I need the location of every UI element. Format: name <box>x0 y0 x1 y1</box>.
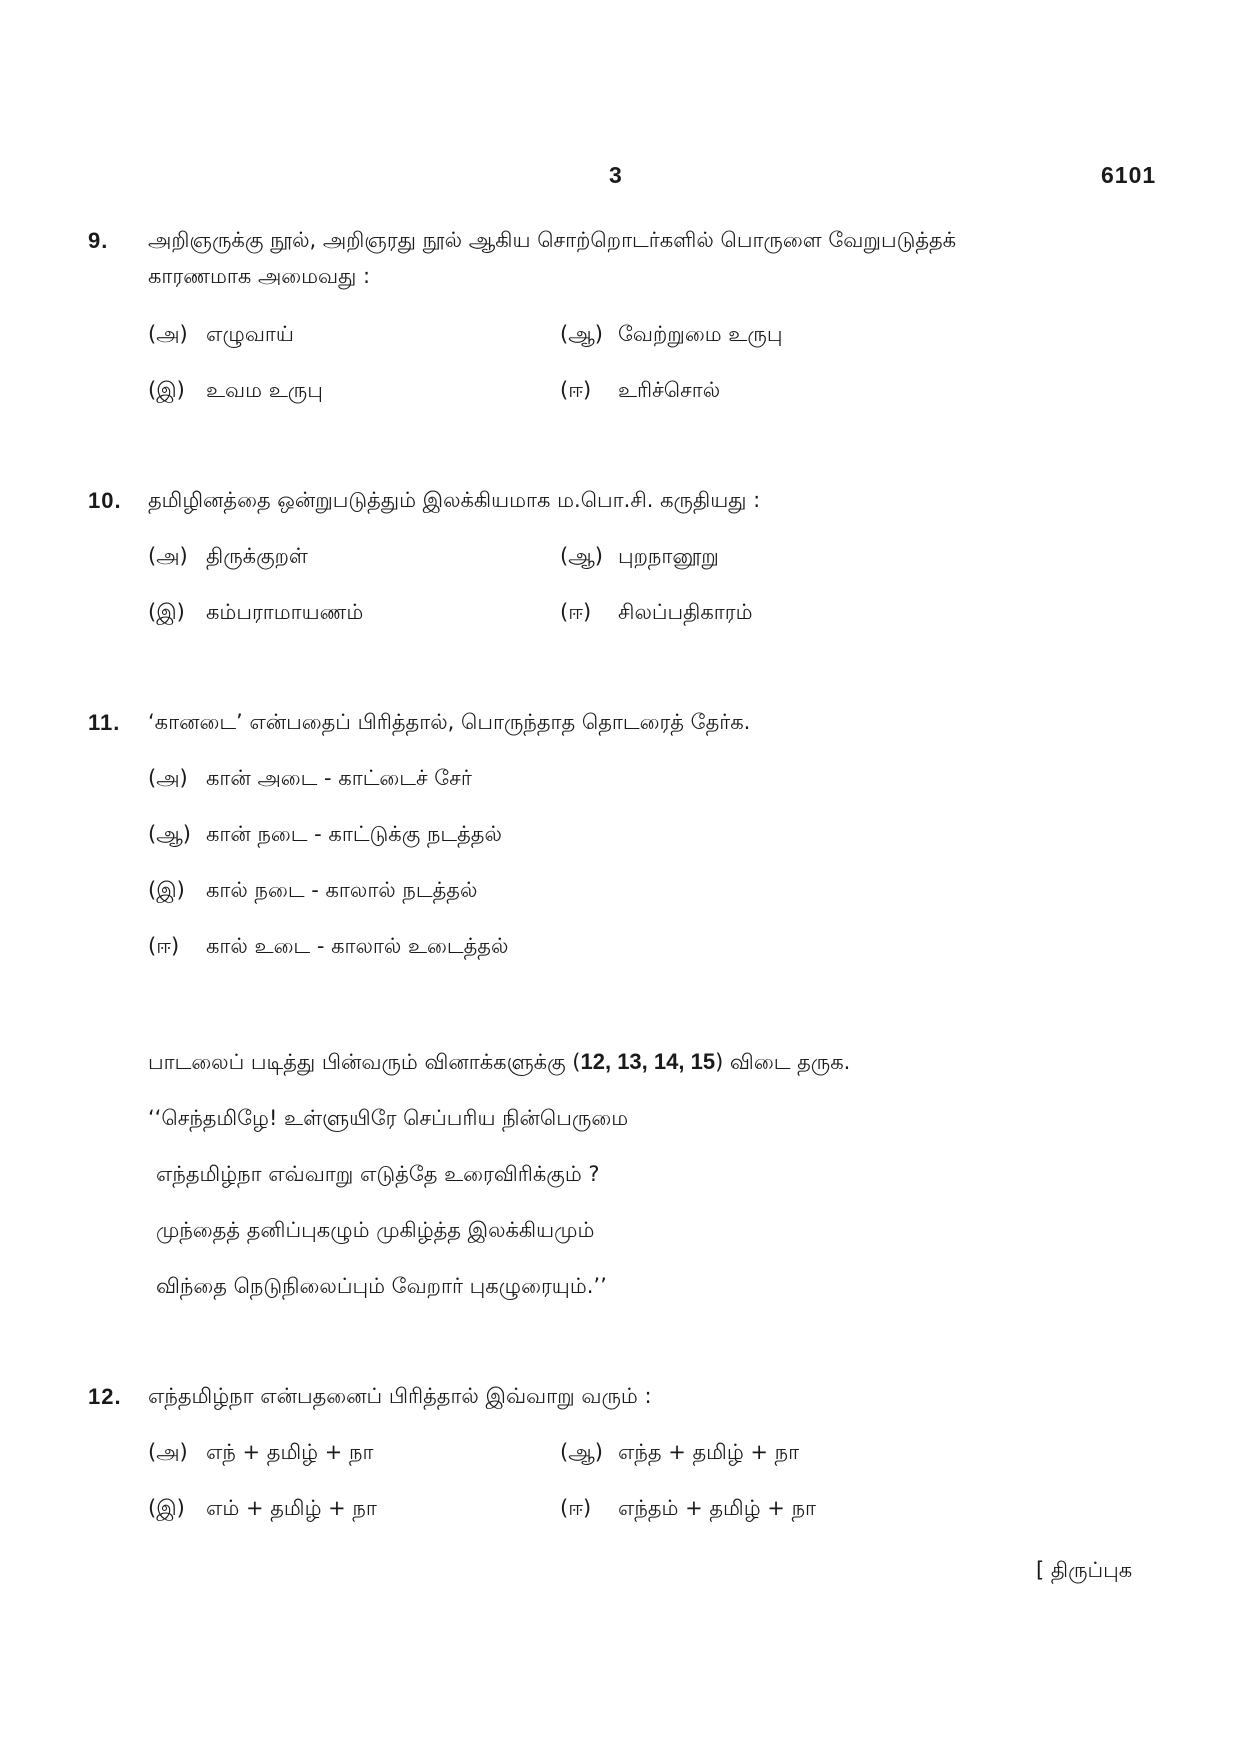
option-label: (அ) <box>148 1440 188 1464</box>
option-text: கால் உடை - காலால் உடைத்தல் <box>206 934 509 958</box>
option-c <box>148 372 323 408</box>
option-text: எந் + தமிழ் + நா <box>206 1440 374 1464</box>
option-label: (இ) <box>148 600 185 624</box>
option-c <box>148 1490 377 1526</box>
option-label: (இ) <box>148 878 185 902</box>
option-a <box>148 316 294 352</box>
option-b <box>560 1434 799 1470</box>
option-label: (ஆ) <box>560 322 603 346</box>
question-number: 12. <box>88 1384 122 1409</box>
option-text: கம்பராமாயணம் <box>206 600 364 624</box>
option-d <box>560 372 720 408</box>
option-d <box>148 928 508 964</box>
option-label: (அ) <box>148 544 188 568</box>
option-text: எழுவாய் <box>206 322 294 346</box>
question-text: காரணமாக அமைவது : <box>148 264 371 288</box>
option-a <box>148 760 472 796</box>
poem-line: ‘‘செந்தமிழே! உள்ளுயிரே செப்பரிய நின்பெருமை <box>148 1106 629 1130</box>
option-label: (ஈ) <box>148 934 180 958</box>
poem-line: முந்தைத் தனிப்புகழும் முகிழ்த்த இலக்கியமும் <box>156 1218 595 1242</box>
option-text: எந்தம் + தமிழ் + நா <box>618 1496 817 1520</box>
question-number: 9. <box>88 228 109 253</box>
question-text: தமிழினத்தை ஒன்றுபடுத்தும் இலக்கியமாக ம.பொ.சி. கருதியது : <box>148 488 761 512</box>
option-text: திருக்குறள் <box>206 544 308 568</box>
option-label: (இ) <box>148 1496 185 1520</box>
question-number: 11. <box>88 710 121 735</box>
option-text: கான் அடை - காட்டைச் சேர் <box>206 766 472 790</box>
option-d <box>560 1490 816 1526</box>
option-label: (இ) <box>148 378 185 402</box>
instruction-text: ) விடை தருக. <box>715 1050 851 1074</box>
option-text: சிலப்பதிகாரம் <box>618 600 753 624</box>
option-text: உரிச்சொல் <box>618 378 721 402</box>
turn-over-note: [ திருப்புக <box>1036 1558 1133 1582</box>
option-text: உவம உருபு <box>206 378 323 402</box>
option-c <box>148 594 363 630</box>
passage-instruction <box>148 1044 850 1080</box>
question-text: எந்தமிழ்நா என்பதனைப் பிரித்தால் இவ்வாறு வரும் : <box>148 1384 652 1408</box>
option-label: (அ) <box>148 322 188 346</box>
option-label: (ஆ) <box>560 1440 603 1464</box>
option-b <box>148 816 502 852</box>
option-label: (ஈ) <box>560 378 592 402</box>
option-text: கான் நடை - காட்டுக்கு நடத்தல் <box>206 822 502 846</box>
option-label: (ஆ) <box>560 544 603 568</box>
option-label: (ஈ) <box>560 600 592 624</box>
option-text: எம் + தமிழ் + நா <box>206 1496 377 1520</box>
option-text: புறநானூறு <box>618 544 719 568</box>
poem-line: விந்தை நெடுநிலைப்பும் வேறார் புகழுரையும்.’’ <box>156 1274 607 1298</box>
paper-code: 6101 <box>1101 162 1157 188</box>
option-b <box>560 316 782 352</box>
option-text: கால் நடை - காலால் நடத்தல் <box>206 878 478 902</box>
question-text: அறிஞருக்கு நூல், அறிஞரது நூல் ஆகிய சொற்றொடர்களில் பொருளை வேறுபடுத்தக் <box>148 228 957 252</box>
option-c <box>148 872 477 908</box>
option-label: (அ) <box>148 766 188 790</box>
poem-line: எந்தமிழ்நா எவ்வாறு எடுத்தே உரைவிரிக்கும் ? <box>156 1162 600 1186</box>
instruction-text: பாடலைப் படித்து பின்வரும் வினாக்களுக்கு ( <box>148 1050 581 1074</box>
option-label: (ஆ) <box>148 822 191 846</box>
question-number: 10. <box>88 488 122 513</box>
option-b <box>560 538 719 574</box>
question-text: ‘கானடை’ என்பதைப் பிரித்தால், பொருந்தாத தொடரைத் தேர்க. <box>148 710 751 734</box>
option-a <box>148 538 308 574</box>
option-d <box>560 594 753 630</box>
page-number: 3 <box>609 162 623 188</box>
option-text: எந்த + தமிழ் + நா <box>618 1440 800 1464</box>
option-a <box>148 1434 373 1470</box>
option-text: வேற்றுமை உருபு <box>618 322 783 346</box>
instruction-question-numbers: 12, 13, 14, 15 <box>580 1049 716 1074</box>
option-label: (ஈ) <box>560 1496 592 1520</box>
